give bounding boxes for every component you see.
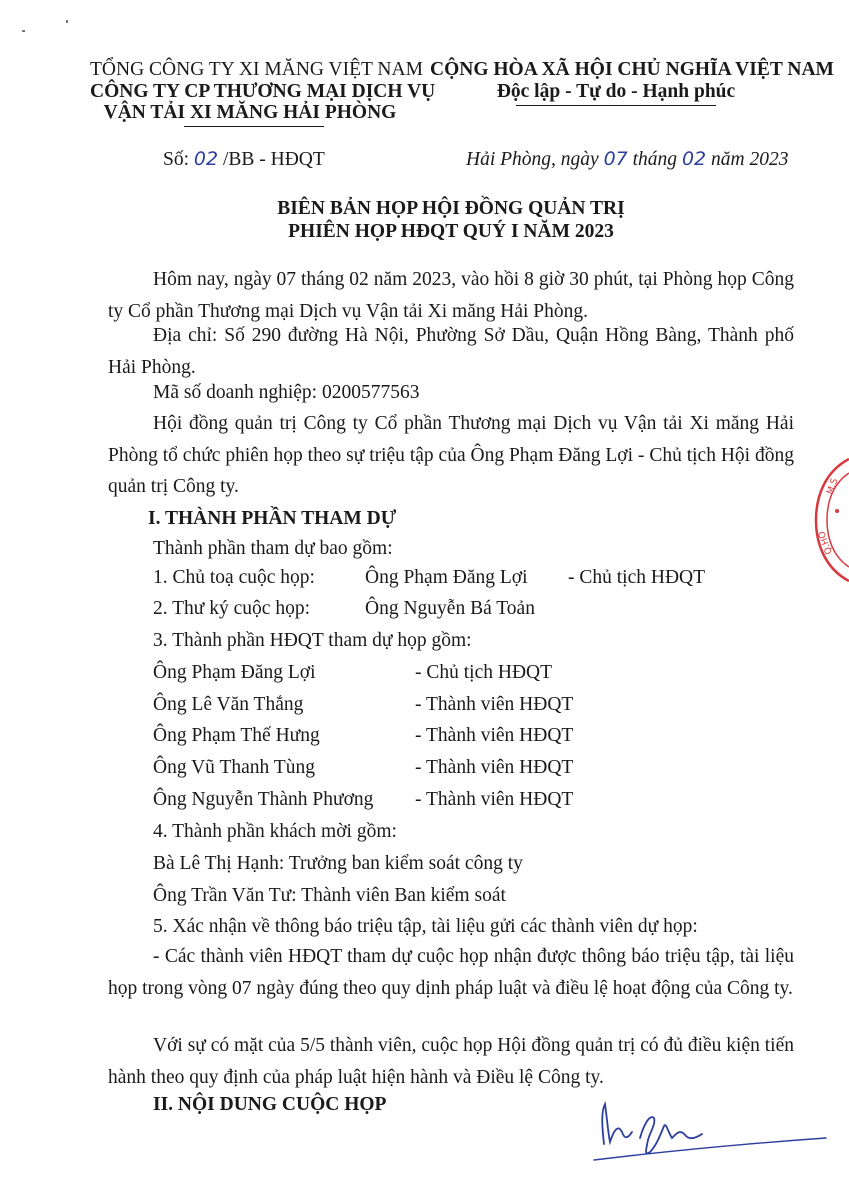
member-name: Ông Vũ Thanh Tùng: [153, 757, 315, 778]
chair-role: - Chủ tịch HĐQT: [568, 567, 706, 588]
doc-number-suffix: /BB - HĐQT: [222, 149, 325, 170]
chair-name: Ông Phạm Đăng Lợi: [365, 567, 528, 588]
intro-paragraph-2: Địa chỉ: Số 290 đường Hà Nội, Phường Sở Dầu, Quận Hồng Bàng, Thành phố Hải Phòng.: [108, 325, 794, 378]
doc-number-prefix: Số:: [163, 149, 190, 170]
member-role: - Thành viên HĐQT: [415, 757, 574, 778]
motto-underline: [516, 105, 716, 106]
intro-paragraph-1: Hôm nay, ngày 07 tháng 02 năm 2023, vào hồi 8 giờ 30 phút, tại Phòng họp Công ty Cổ phần Thương mại Dịch vụ Vận tải Xi măng Hải Phòng.: [108, 269, 794, 322]
issuer-parent: TỔNG CÔNG TY XI MĂNG VIỆT NAM: [90, 59, 423, 80]
document-title: BIÊN BẢN HỌP HỘI ĐỒNG QUẢN TRỊ: [277, 198, 625, 219]
scan-mark: [66, 20, 68, 23]
member-role: - Thành viên HĐQT: [415, 725, 574, 746]
svg-text:Q.HO: Q.HO: [817, 529, 835, 556]
quorum-paragraph: Với sự có mặt của 5/5 thành viên, cuộc họp Hội đồng quản trị có đủ điều kiện tiến hành theo quy định của pháp luật hiện hành và Điều lệ Công ty.: [108, 1035, 794, 1088]
member-name: Ông Nguyễn Thành Phương: [153, 789, 374, 810]
secretary-label: 2. Thư ký cuộc họp:: [153, 598, 310, 619]
doc-number-value: 02: [193, 148, 219, 170]
secretary-name: Ông Nguyễn Bá Toản: [365, 598, 535, 619]
intro-tax-code: Mã số doanh nghiệp: 0200577563: [153, 382, 420, 403]
section1-lead: Thành phần tham dự bao gồm:: [153, 538, 393, 559]
guest-2: Ông Trần Văn Tư: Thành viên Ban kiểm soát: [153, 885, 506, 906]
member-name: Ông Lê Văn Thắng: [153, 694, 304, 715]
issuer-company-line2: VẬN TẢI XI MĂNG HẢI PHÒNG: [103, 102, 397, 123]
member-role: - Thành viên HĐQT: [415, 789, 574, 810]
date-month-label: tháng: [632, 149, 678, 170]
guest-1: Bà Lê Thị Hạnh: Trưởng ban kiểm soát công ty: [153, 853, 523, 874]
date-day: 07: [603, 148, 628, 170]
document-subtitle: PHIÊN HỌP HĐQT QUÝ I NĂM 2023: [288, 221, 614, 242]
national-title: CỘNG HÒA XÃ HỘI CHỦ NGHĨA VIỆT NAM: [430, 59, 834, 80]
member-role: - Thành viên HĐQT: [415, 694, 574, 715]
company-seal-stamp: [812, 455, 849, 585]
section2-heading: II. NỘI DUNG CUỘC HỌP: [153, 1094, 387, 1115]
svg-text:M.S: M.S: [825, 477, 841, 497]
date-month: 02: [681, 148, 707, 170]
intro-paragraph-4: Hội đồng quản trị Công ty Cổ phần Thương mại Dịch vụ Vận tải Xi măng Hải Phòng tổ chức phiên họp theo sự triệu tập của Ông Phạm Đăng Lợi - Chủ tịch Hội đồng quản trị Công ty.: [108, 413, 794, 497]
date-year: năm 2023: [711, 149, 789, 170]
issuer-company-line1: CÔNG TY CP THƯƠNG MẠI DỊCH VỤ: [90, 81, 436, 102]
members-label: 3. Thành phần HĐQT tham dự họp gồm:: [153, 630, 472, 651]
confirm-label: 5. Xác nhận về thông báo triệu tập, tài liệu gửi các thành viên dự họp:: [153, 916, 698, 937]
guests-label: 4. Thành phần khách mời gồm:: [153, 821, 397, 842]
member-role: - Chủ tịch HĐQT: [415, 662, 553, 683]
scan-mark: [22, 30, 25, 32]
doc-number: [163, 147, 325, 172]
confirm-paragraph: - Các thành viên HĐQT tham dự cuộc họp nhận được thông báo triệu tập, tài liệu họp trong vòng 07 ngày đúng theo quy dịnh pháp luật và điều lệ hoạt động của Công ty.: [108, 946, 794, 999]
member-name: Ông Phạm Thế Hưng: [153, 725, 320, 746]
date-line: [466, 147, 788, 172]
signature-handwritten: [590, 1094, 830, 1164]
member-name: Ông Phạm Đăng Lợi: [153, 662, 316, 683]
national-motto: Độc lập - Tự do - Hạnh phúc: [496, 81, 736, 102]
section1-heading: I. THÀNH PHẦN THAM DỰ: [148, 508, 397, 529]
date-place: Hải Phòng, ngày: [466, 149, 599, 170]
chair-label: 1. Chủ toạ cuộc họp:: [153, 567, 315, 588]
issuer-underline: [184, 126, 324, 127]
